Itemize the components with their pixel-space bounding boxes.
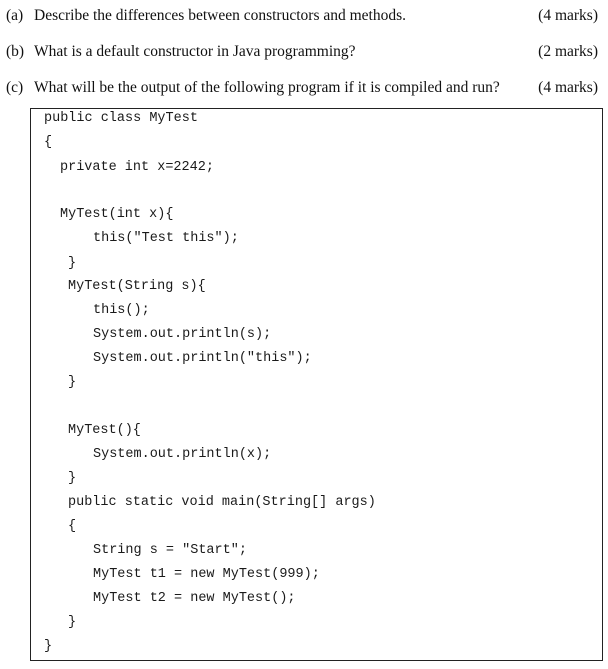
code-line: MyTest t2 = new MyTest(); (93, 591, 296, 606)
code-listing-box (30, 108, 603, 661)
question-label: (b) (6, 43, 25, 60)
question-marks: (2 marks) (538, 43, 598, 60)
question-text: What is a default constructor in Java programming? (34, 43, 356, 60)
question-label: (c) (6, 79, 24, 96)
code-line: public class MyTest (44, 111, 198, 126)
code-line: } (68, 471, 77, 486)
question-text: Describe the differences between constructors and methods. (34, 7, 407, 24)
code-line: } (68, 375, 77, 390)
code-line: { (68, 519, 77, 534)
code-line: MyTest t1 = new MyTest(999); (93, 567, 320, 582)
code-line: System.out.println(x); (93, 447, 272, 462)
question-b (0, 40, 608, 64)
question-marks: (4 marks) (538, 7, 598, 24)
question-label: (a) (6, 7, 24, 24)
code-line: MyTest(int x){ (60, 207, 174, 222)
code-line: this("Test this"); (93, 231, 239, 246)
code-line: { (44, 135, 53, 150)
code-line: this(); (93, 303, 150, 318)
question-marks: (4 marks) (538, 79, 598, 96)
code-line: MyTest(){ (68, 423, 141, 438)
code-line: MyTest(String s){ (68, 279, 206, 294)
code-line: System.out.println(s); (93, 327, 272, 342)
question-c (0, 76, 608, 100)
code-line: String s = "Start"; (93, 543, 247, 558)
code-line: } (44, 639, 53, 654)
code-line: } (68, 615, 77, 630)
code-line: private int x=2242; (60, 160, 214, 175)
code-line: } (68, 256, 77, 271)
code-line: System.out.println("this"); (93, 351, 312, 366)
code-line: public static void main(String[] args) (68, 495, 376, 510)
question-text: What will be the output of the following program if it is compiled and run? (34, 79, 500, 96)
question-a (0, 4, 608, 28)
